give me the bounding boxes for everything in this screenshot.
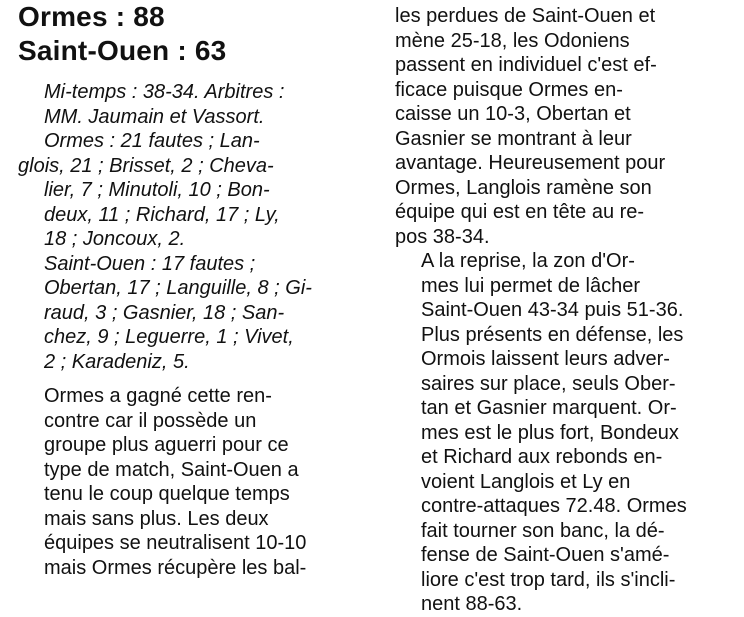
summary-line: Mi-temps : 38-34. Arbitres :: [44, 81, 285, 103]
article-line: caisse un 10-3, Obertan et: [395, 103, 631, 125]
article-line: mes est le plus fort, Bondeux: [421, 421, 679, 444]
article-line: Gasnier se montrant à leur: [395, 127, 632, 150]
summary-line: Ormes : 21 fautes ; Lan-: [44, 130, 260, 152]
right-column: [395, 0, 735, 617]
summary-line: 18 ; Joncoux, 2.: [44, 228, 186, 250]
summary-line: Saint-Ouen : 17 fautes ;: [44, 252, 256, 275]
summary-line: raud, 3 ; Gasnier, 18 ; San-: [44, 301, 285, 324]
paragraph: [395, 249, 735, 617]
paragraph: [18, 384, 360, 580]
article-line: contre car il possède un: [44, 409, 257, 432]
summary-line: 2 ; Karadeniz, 5.: [44, 350, 190, 373]
article-line: fait tourner son banc, la dé-: [421, 519, 665, 542]
article-line: type de match, Saint-Ouen a: [44, 458, 299, 481]
article-line: avantage. Heureusement pour: [395, 152, 666, 174]
article-line: contre-attaques 72.48. Ormes: [421, 495, 687, 517]
article-line: mes lui permet de lâcher: [421, 274, 640, 297]
article-line: liore c'est trop tard, ils s'incli-: [421, 568, 676, 591]
summary-line: glois, 21 ; Brisset, 2 ; Cheva-: [18, 154, 274, 177]
summary-line: chez, 9 ; Leguerre, 1 ; Vivet,: [44, 326, 294, 348]
article-line: Plus présents en défense, les: [421, 323, 684, 346]
article-line: Ormois laissent leurs adver-: [421, 348, 670, 370]
article-line: équipe qui est en tête au re-: [395, 201, 645, 223]
summary-line: lier, 7 ; Minutoli, 10 ; Bon-: [44, 179, 270, 201]
article-line: mène 25-18, les Odoniens: [395, 29, 630, 52]
article-paragraph-1: [18, 384, 360, 580]
article-line: Ormes, Langlois ramène son: [395, 176, 652, 199]
article-line: passent en individuel c'est ef-: [395, 54, 657, 76]
article-line: et Richard aux rebonds en-: [421, 446, 663, 468]
article-line: les perdues de Saint-Ouen et: [395, 5, 656, 27]
article-paragraph-2: [395, 249, 735, 617]
article-paragraph-1-continued: [395, 4, 735, 249]
article-line: mais sans plus. Les deux: [44, 507, 269, 530]
article-line: mais Ormes récupère les bal-: [44, 556, 307, 579]
article-line: Ormes a gagné cette ren-: [44, 385, 272, 407]
article-line: voient Langlois et Ly en: [421, 470, 631, 493]
halftime-referees: [18, 80, 360, 129]
article-line: groupe plus aguerri pour ce: [44, 434, 289, 456]
summary-line: Obertan, 17 ; Languille, 8 ; Gi-: [44, 277, 312, 299]
article-line: pos 38-34.: [395, 225, 490, 248]
left-column: [18, 0, 360, 580]
article-line: A la reprise, la zon d'Or-: [421, 250, 635, 272]
summary-line: MM. Jaumain et Vassort.: [44, 105, 265, 128]
article-line: fense de Saint-Ouen s'amé-: [421, 544, 670, 566]
headline-away-score: Saint-Ouen : 63: [18, 35, 227, 66]
article-line: équipes se neutralisent 10-10: [44, 532, 307, 554]
article-line: tenu le coup quelque temps: [44, 483, 290, 505]
paragraph: [395, 4, 735, 249]
match-summary: [18, 80, 360, 374]
headline-home-score: Ormes : 88: [18, 1, 165, 32]
article-line: nent 88-63.: [421, 593, 523, 615]
saint-ouen-lineup: [18, 252, 360, 375]
article-line: Saint-Ouen 43-34 puis 51-36.: [421, 299, 684, 321]
article-line: ficace puisque Ormes en-: [395, 78, 623, 101]
article-line: tan et Gasnier marquent. Or-: [421, 397, 677, 419]
article-line: saires sur place, seuls Ober-: [421, 372, 676, 395]
summary-line: deux, 11 ; Richard, 17 ; Ly,: [44, 203, 280, 226]
ormes-lineup: [18, 129, 360, 252]
